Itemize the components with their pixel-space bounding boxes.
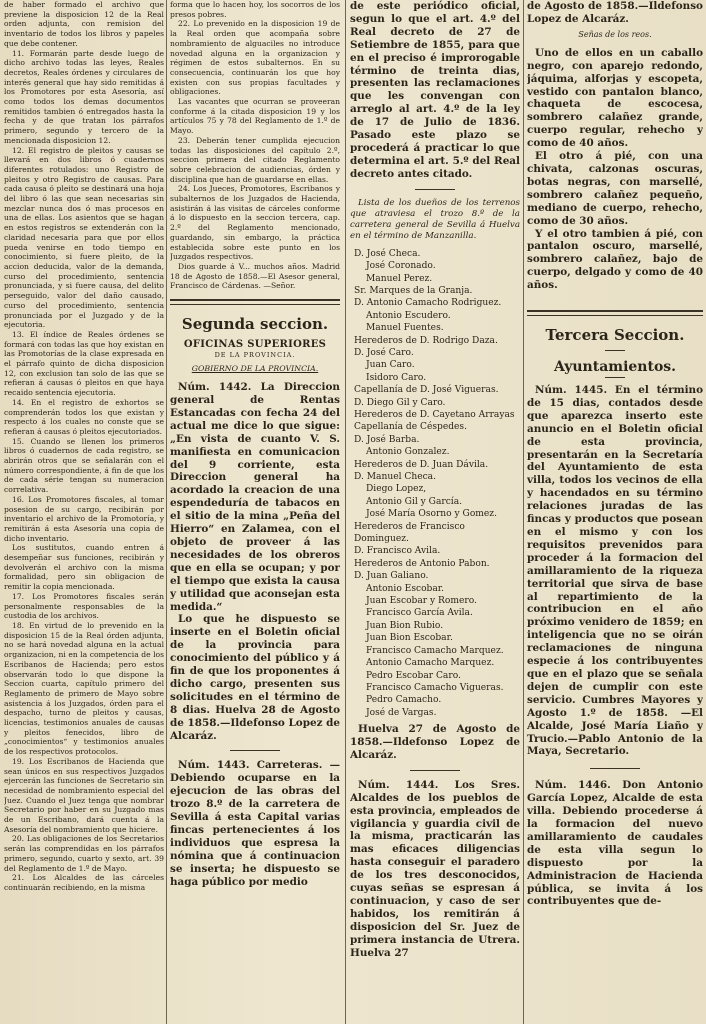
paragraph: de haber formado el archivo que previene la disposicion 12 de la Real orden adjunta, con remision del inventario de todos los libros y papeles que debe contener. <box>4 0 164 48</box>
list-item: Sr. Marques de la Granja. <box>354 285 473 296</box>
paragraph: 17. Los Promotores fiscales serán personalmente responsables de la custodia de los archivos. <box>4 591 164 621</box>
list-item: D. José Checa. <box>354 248 421 259</box>
paragraph: 14. En el registro de exhortos se comprenderán todos los que existan y respecto á los cuales no conste que se refieran á causas ó pleitos ejecutoriados. <box>4 397 164 436</box>
paragraph: Dios guarde á V... muchos años. Madrid 18 de Agosto de 1858.—El Asesor general, Francisco de Cárdenas. —Señor. <box>170 261 340 291</box>
column-rule <box>523 0 524 1024</box>
section-rule <box>527 310 703 316</box>
notice-rule <box>415 189 455 190</box>
notice-1444: Núm. 1444. Los Sres. Alcaldes de los pueblos de esta provincia, empleados de vigilancia y guardia civil de la misma, practicarán las mas eficaces diligencias hasta conseguir el paradero de los tres desconocidos, cuyas señas se espresan á continuacion, y caso de ser habidos, los remitirán á disposicion del Sr. Juez de primera instancia de Utrera. Huelva 27 <box>350 778 520 959</box>
list-item: Manuel Fuentes. <box>366 323 444 334</box>
list-title: Lista de los dueños de los terrenos que atraviesa el trozo 8.º de la carretera general de Sevilla á Huelva en el término de Manzanilla. <box>350 197 520 241</box>
paragraph: 15. Cuando se llenen los primeros libros ó cuadernos de cada registro, se abrirán otros que se señalarán con el número correspondiente, á fin de que los de cada série tengan su numeracion correlativa. <box>4 436 164 495</box>
subheading: OFICINAS SUPERIORES <box>183 339 327 351</box>
list-item: Juan Bion Escobar. <box>366 633 453 644</box>
notice-1443: Núm. 1443. Carreteras. —Debiendo ocuparse en la ejecucion de las obras del trozo 8.º de la carretera de Sevilla á esta Capital varias fincas pertenecientes á los individuos que espresa la nómina que á continuacion se inserta; he dispuesto se haga público por medio <box>170 759 340 888</box>
list-item: Herederos de D. Juan Dávila. <box>354 459 489 470</box>
column-rule <box>345 0 346 1024</box>
paragraph: Uno de ellos en un caballo negro, con aparejo redondo, jáquima, alforjas y escopeta, vestido con pantalon blanco, chaqueta de escocesa, sombrero calañez grande, cuerpo regular, rehecho y como de 40 años. <box>527 46 703 150</box>
paragraph: Los sustitutos, cuando entren á desempeñar sus funciones, recibirán y devolverán el archivo con la misma formalidad, pero sin obligacion de remitir la copia mencionada. <box>4 543 164 592</box>
owner-list <box>350 248 520 719</box>
list-item: Diego Lopez, <box>366 484 427 495</box>
column-rule <box>166 0 167 1024</box>
paragraph: forma que lo hacen hoy, los socorros de los presos pobres. <box>170 0 340 19</box>
section-rule <box>170 299 340 305</box>
subheading: Señas de los reos. <box>578 29 652 39</box>
list-item: Isidoro Caro. <box>366 372 427 383</box>
paragraph: 13. El índice de Reales órdenes se formará con todas las que hoy existan en las Promotorías de la clase expresada en el párrafo quinto de dicha disposicion 12, con exclusion tan solo de las que se refieran á causas ó pleitos en que haya recaido sentencia ejecutoria. <box>4 329 164 398</box>
list-item: Juan Caro. <box>366 360 415 371</box>
paragraph: 11. Formarán parte desde luego de dicho archivo todas las leyes, Reales decretos, Reales órdenes y circulares de interés general que hay sido remitidas á los Promotores por esta Asesoría, así como todos los demas documentos remitidos tambien ó entregados hasta la fecha y de que tratan los párrafos primero, segundo y tercero de la mencionada disposicion 12. <box>4 48 164 145</box>
list-item: D. José Caro. <box>354 347 414 358</box>
column-2 <box>170 0 340 1024</box>
list-item: José de Vargas. <box>366 707 437 718</box>
paragraph: 23. Deberán tener cumplida ejecucion todas las disposiciones del capítulo 2.º, seccion primera del citado Reglamento sobre celebracion de audiencias, órden y disciplina que han de guardarse en ellas. <box>170 135 340 184</box>
list-item: D. Diego Gil y Caro. <box>354 397 446 408</box>
paragraph: de este periódico oficial, segun lo que el art. 4.º del Real decreto de 27 de Setiembre de 1855, para que en el preciso é improrogable término de treinta dias, presenten las reclamaciones que les convengan con arreglo al art. 4.º de la ley de 17 de Julio de 1836. Pasado este plazo se procederá á practicar lo que determina el art. 5.º del Real decreto antes citado. <box>350 0 520 180</box>
notice-1442-cont: Lo que he dispuesto se inserte en el Boletin oficial de la provincia para conocimiento del público y á fin de que los proponentes á dicho cargo, presenten sus solicitudes en el término de 8 dias. Huelva 28 de Agosto de 1858.—Ildefonso Lopez de Alcaráz. <box>170 613 340 742</box>
column-4 <box>527 0 703 1024</box>
list-item: Herederos de D. Rodrigo Daza. <box>354 335 498 346</box>
list-item: D. José Barba. <box>354 434 420 445</box>
paragraph: 16. Los Promotores fiscales, al tomar posesion de su cargo, recibirán por inventario el archivo de la Promotoría, y remitirán á esta Asesoría una copia de dicho inventario. <box>4 494 164 543</box>
list-item: Juan Escobar y Romero. <box>366 596 477 607</box>
list-item: Herederos de Antonio Pabon. <box>354 558 490 569</box>
list-item: Herederos de Francisco Dominguez. <box>354 521 465 545</box>
list-item: Antonio Escobar. <box>366 583 445 594</box>
paragraph: 21. Los Alcaldes de las cárceles continuarán recibiendo, en la misma <box>4 873 164 892</box>
notice-rule <box>590 768 640 769</box>
list-item: Antonio Escudero. <box>366 310 451 321</box>
list-item: D. Antonio Camacho Rodriguez. <box>354 298 502 309</box>
notice-rule <box>605 377 625 378</box>
section-heading: Tercera Seccion. <box>545 326 685 345</box>
column-3 <box>350 0 520 1024</box>
list-item: Pedro Camacho. <box>366 695 442 706</box>
notice-1446: Núm. 1446. Don Antonio García Lopez, Alcalde de esta villa. Debiendo procederse á la formacion del nuevo amillaramiento de caudales de esta villa segun lo dispuesto por la Administracion de Hacienda pública, se invita á los contribuyentes que de- <box>527 779 703 908</box>
paragraph: 22. Lo prevenido en la disposicion 19 de la Real orden que acompaña sobre nombramiento de alguaciles no introduce novedad alguna en la organizacion y régimen de estos subalternos. En su consecuencia, continuarán los que hoy existen con sus propias facultades y obligaciones. <box>170 19 340 97</box>
list-item: Capellanía de Céspedes. <box>354 422 467 433</box>
paragraph: de Agosto de 1858.—Ildefonso Lopez de Alcaráz. <box>527 0 703 25</box>
list-item: D. Juan Galiano. <box>354 571 429 582</box>
list-item: Francisco García Avila. <box>366 608 473 619</box>
list-item: José Coronado. <box>366 261 436 272</box>
subheading: DE LA PROVINCIA. <box>214 351 296 360</box>
list-item: Manuel Perez. <box>366 273 433 284</box>
list-item: Herederos de D. Cayetano Arrayas <box>354 409 515 420</box>
list-item: Antonio Camacho Marquez. <box>366 658 495 669</box>
list-date: Huelva 27 de Agosto de 1858.—Ildefonso Lopez de Alcaráz. <box>350 723 520 761</box>
list-item: D. Francisco Avila. <box>354 546 441 557</box>
paragraph: 18. En virtud de lo prevenido en la disposicion 15 de la Real órden adjunta, no se hará novedad alguna en la actual organizacion, ni en la competencia de los Escribanos de Hacienda; pero estos observarán todo lo que dispone la Seccion cuarta, capítulo primero del Reglamento de primero de Mayo sobre asistencia á los Juzgados, órden para el despacho, turno de pleitos y causas, licencias, testimonios anuales de causas y pleitos fenecidos, libro de „conocimientos“ y testimonios anuales de los respectivos protocolos. <box>4 621 164 757</box>
paragraph: El otro á pié, con una chivata, calzonas oscuras, botas negras, con marsellé, sombrero calañez pequeño, mediano de cuerpo, rehecho, como de 30 años. <box>527 150 703 227</box>
paragraph: 19. Los Escribanos de Hacienda que sean únicos en sus respectivos Juzgados ejercerán las funciones de Secretario sin necesidad de nombramiento especial del Juez. Cuando el Juez tenga que nombrar Secretario por haber en su Juzgado mas de un Escribano, dará cuenta á la Asesoría del nombramiento que hiciere. <box>4 756 164 834</box>
paragraph: 20. Las obligaciones de los Secretarios serán las comprendidas en los párrafos primero, segundo, cuarto y sexto, art. 39 del Reglamento de 1.º de Mayo. <box>4 834 164 873</box>
column-1 <box>4 0 164 1024</box>
section-heading: Ayuntamientos. <box>553 359 677 376</box>
list-item: José María Osorno y Gomez. <box>366 509 497 520</box>
list-item: D. Manuel Checa. <box>354 472 436 482</box>
paragraph: Y el otro tambien á pié, con pantalon oscuro, marsellé, sombrero calañez, bajo de cuerpo, delgado y como de 40 años. <box>527 227 703 292</box>
list-item: Francisco Camacho Vigueras. <box>366 682 504 693</box>
notice-1442: Núm. 1442. La Direccion general de Rentas Estancadas con fecha 24 del actual me dice lo que sigue: „En vista de cuanto V. S. manifiesta en comunicacion del 9 corriente, esta Direccion general ha acordado la creacion de una espendeduría de tabacos en el sitio de la mina „Peña del Hierro“ en Zalamea, con el objeto de proveer á las necesidades de los obreros que en ella se ocupan; y por el tiempo que exista la causa y utilidad que aconsejan esta medida.“ <box>170 381 340 613</box>
list-item: Juan Bion Rubio. <box>366 620 444 631</box>
list-item: Antonio Gonzalez. <box>366 447 450 458</box>
notice-rule <box>410 770 460 771</box>
section-heading: Segunda seccion. <box>181 315 329 334</box>
paragraph: 12. El registro de pleitos y causas se llevará en dos libros ó cuadernos diferentes rotulados: uno Registro de pleitos y otro Registro de causas. Para cada causa ó pleito se destinará una hoja del libro ó las que sean necesarias sin mezclar nunca dos ó mas procesos en una de ellas. Los asientos que se hagan en estos registros se extenderán con la claridad necesaria para que por ellos pueda venirse en todo tiempo en conocimiento, si fuere pleito, de la accion deducida, valor de la demanda, curso del procedimiento, sentencia pronunciada, y si fuere causa, del delito perseguido, valor del daño causado, curso del procedimiento, sentencia pronunciada por el Juzgado y de la ejecutoria. <box>4 145 164 330</box>
notice-rule <box>605 350 625 351</box>
list-item: Francisco Camacho Marquez. <box>366 645 504 656</box>
notice-rule <box>230 750 280 751</box>
list-item: Capellanía de D. José Vigueras. <box>354 385 499 396</box>
list-item: Pedro Escobar Caro. <box>366 670 461 681</box>
paragraph: Las vacantes que ocurran se proveeran conforme á la citada disposicion 19 y los artículos 75 y 78 del Reglamento de 1.º de Mayo. <box>170 97 340 136</box>
paragraph: 24. Los Jueces, Promotores, Escribanos y subalternos de los Juzgados de Hacienda, asistirán á las visitas de cárceles conforme á lo dispuesto en la seccion tercera, cap. 2.º del Reglamento mencionado, guardando, sin embargo, la práctica establecida sobre este punto en los Juzgados respectivos. <box>170 184 340 262</box>
subheading: GOBIERNO DE LA PROVINCIA. <box>191 364 319 374</box>
list-item: Antonio Gil y García. <box>366 496 463 507</box>
notice-1445: Núm. 1445. En el término de 15 dias, contados desde que aparezca inserto este anuncio en el Boletin oficial de esta provincia, presentarán en la Secretaría del Ayuntamiento de esta villa, todos los vecinos de ella y hacendados en su término relaciones juradas de las fincas y productos que posean en el mismo y con los requisitos prevenidos para proceder á la formacion del amillaramiento de la riqueza territorial que sirva de base al repartimiento de la contribucion en el año próximo venidero de 1859; en inteligencia que no se oirán reclamaciones de ninguna especie á los contribuyentes que en el plazo que se señala dejen de cumplir con este servicio. Cumbres Mayores y Agosto 1.º de 1858. —El Alcalde, José María Liaño y Trucio.—Pablo Antonio de la Maya, Secretario. <box>527 384 703 758</box>
